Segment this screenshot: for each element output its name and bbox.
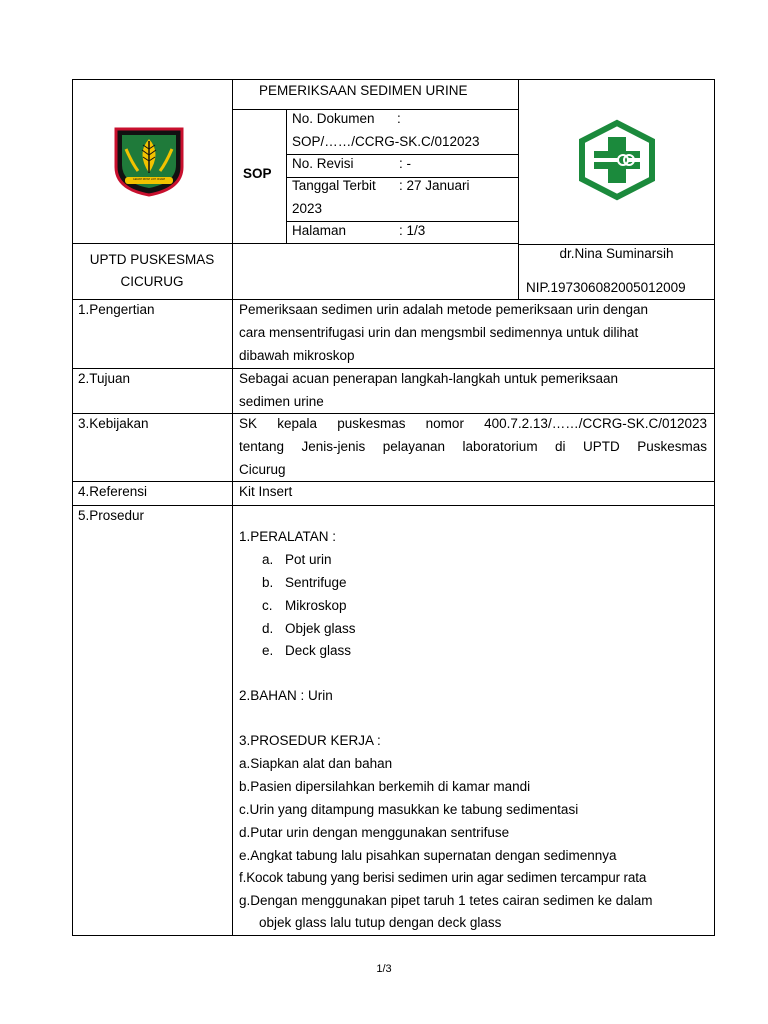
rule-kebijakan [72, 481, 715, 482]
tanggal-terbit-year: 2023 [292, 201, 323, 216]
pengertian-label: 1.Pengertian [78, 302, 155, 317]
tujuan-line: sedimen urine [239, 394, 324, 409]
rule-title [232, 109, 518, 110]
pengertian-line: cara mensentrifugasi urin dan mengsmbil sedimennya untuk dilihat [239, 325, 639, 340]
no-revisi-label: No. Revisi [292, 156, 354, 171]
head-nip: NIP.197306082005012009 [526, 280, 686, 295]
prosedur-step: g.Dengan menggunakan pipet taruh 1 tetes cairan sedimen ke dalam [239, 893, 653, 908]
tujuan-label: 2.Tujuan [78, 371, 131, 386]
no-dokumen-separator: : [397, 111, 401, 126]
peralatan-marker: c. [262, 598, 273, 613]
peralatan-item: Objek glass [285, 621, 356, 636]
prosedur-step: e.Angkat tabung lalu pisahkan supernatan dengan sedimennya [239, 848, 617, 863]
rule-col-label [232, 79, 233, 936]
org-name-line-2: CICURUG [120, 274, 184, 289]
kabupaten-crest-icon [114, 127, 184, 197]
pengertian-line: Pemeriksaan sedimen urin adalah metode pemeriksaan urin dengan [239, 302, 648, 317]
no-dokumen-label: No. Dokumen [292, 111, 375, 126]
peralatan-marker: d. [262, 621, 274, 636]
prosedur-kerja-title: 3.PROSEDUR KERJA : [239, 733, 381, 748]
referensi-label: 4.Referensi [78, 484, 148, 499]
prosedur-step: c.Urin yang ditampung masukkan ke tabung sedimentasi [239, 802, 579, 817]
no-dokumen-value: SOP/……/CCRG-SK.C/012023 [292, 134, 480, 149]
prosedur-step: d.Putar urin dengan menggunakan sentrifuse [239, 825, 510, 840]
prosedur-step: a.Siapkan alat dan bahan [239, 756, 393, 771]
sop-label: SOP [243, 166, 272, 181]
halaman-value: : 1/3 [399, 223, 426, 238]
rule-referensi [72, 505, 715, 506]
peralatan-marker: b. [262, 575, 274, 590]
peralatan-item: Sentrifuge [285, 575, 347, 590]
halaman-label: Halaman [292, 223, 347, 238]
rule-col-sop [286, 109, 287, 243]
prosedur-step-continuation: objek glass lalu tutup dengan deck glass [259, 915, 502, 930]
tanggal-terbit-label: Tanggal Terbit [292, 178, 376, 193]
peralatan-title: 1.PERALATAN : [239, 529, 337, 544]
document-title: PEMERIKSAAN SEDIMEN URINE [259, 83, 468, 98]
no-revisi-value: : - [399, 156, 411, 171]
page-number: 1/3 [376, 963, 392, 975]
prosedur-step: b.Pasien dipersilahkan berkemih di kamar mandi [239, 779, 531, 794]
pengertian-line: dibawah mikroskop [239, 348, 355, 363]
peralatan-item: Deck glass [285, 643, 352, 658]
peralatan-item: Pot urin [285, 552, 332, 567]
bahan-line: 2.BAHAN : Urin [239, 688, 333, 703]
kemenkes-logo-icon [576, 119, 658, 201]
peralatan-marker: a. [262, 552, 274, 567]
peralatan-item: Mikroskop [285, 598, 347, 613]
kebijakan-line: tentang Jenis-jenis pelayanan laboratorium di UPTD Puskesmas [239, 439, 707, 454]
tanggal-terbit-value: : 27 Januari [399, 178, 470, 193]
kebijakan-line: Cicurug [239, 462, 286, 477]
peralatan-marker: e. [262, 643, 274, 658]
referensi-value: Kit Insert [239, 484, 293, 499]
rule-header-bottom-left [72, 243, 518, 244]
head-name: dr.Nina Suminarsih [559, 246, 674, 261]
kebijakan-line: SK kepala puskesmas nomor 400.7.2.13/……/CCRG-SK.C/012023 [239, 416, 707, 431]
crest-motto: GEMAH RIPAH LOH JINAWI [132, 178, 166, 181]
org-name-line-1: UPTD PUSKESMAS [89, 252, 215, 267]
rule-col-right [518, 79, 519, 299]
prosedur-step: f.Kocok tabung yang berisi sedimen urin agar sedimen tercampur rata [239, 870, 647, 885]
prosedur-label: 5.Prosedur [78, 508, 145, 523]
tujuan-line: Sebagai acuan penerapan langkah-langkah untuk pemeriksaan [239, 371, 619, 386]
kebijakan-label: 3.Kebijakan [78, 416, 149, 431]
